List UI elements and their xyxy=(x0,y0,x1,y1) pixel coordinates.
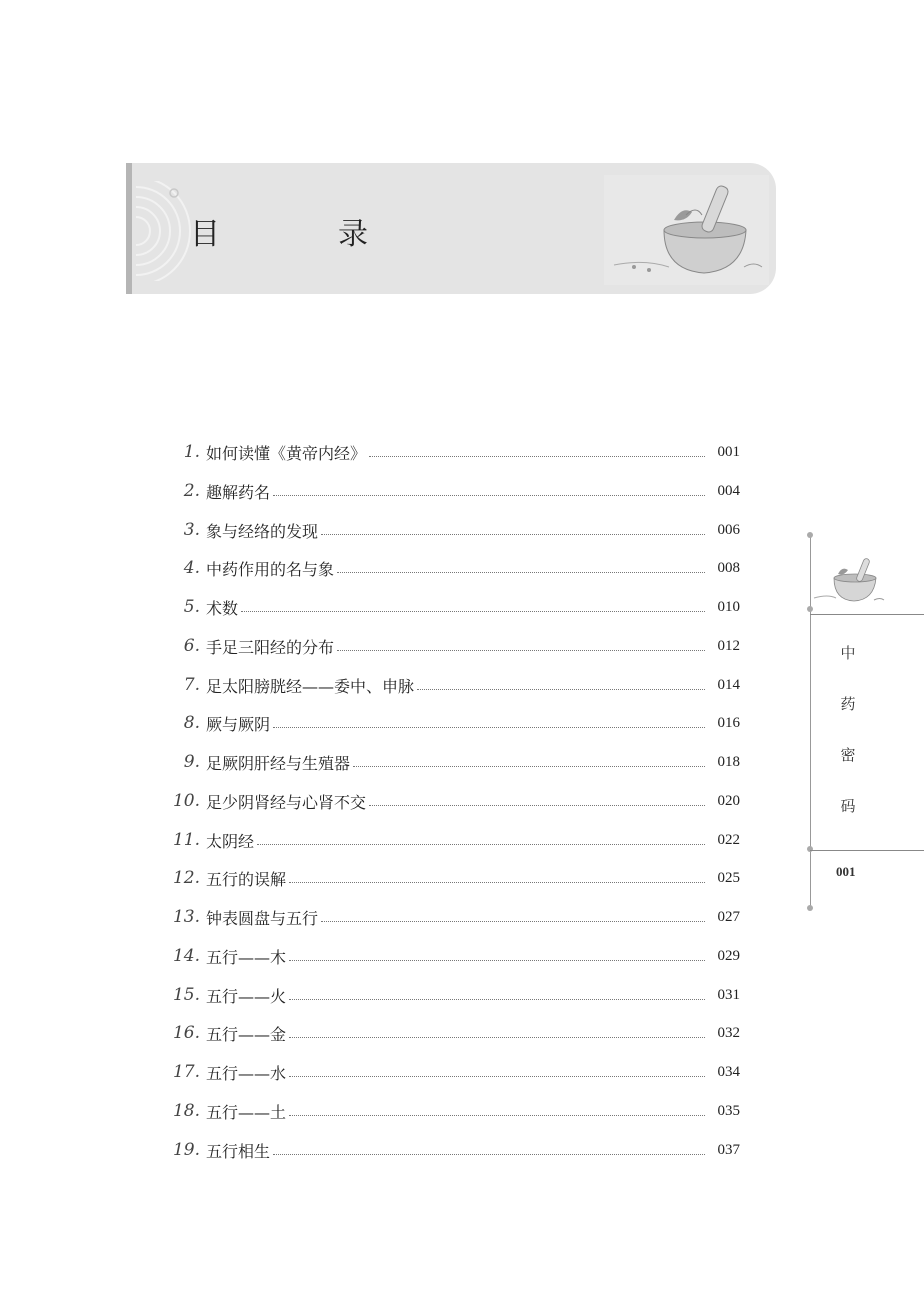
toc-title: 足少阴肾经与心肾不交 xyxy=(206,792,367,812)
toc-page: 018 xyxy=(717,753,740,770)
toc-page: 004 xyxy=(717,482,740,499)
side-dot-bottom xyxy=(807,905,813,911)
leader-dots xyxy=(273,727,705,728)
toc-row[interactable] xyxy=(160,477,740,505)
toc-page: 016 xyxy=(717,714,740,731)
toc-number: 14. xyxy=(172,946,200,966)
side-char: 中 xyxy=(840,644,856,662)
toc-page: 006 xyxy=(717,521,740,538)
toc-row[interactable] xyxy=(160,942,740,970)
toc-title: 五行——土 xyxy=(206,1102,287,1122)
side-dot-mid xyxy=(807,606,813,612)
toc-row[interactable] xyxy=(160,438,740,466)
toc-number: 3. xyxy=(183,520,200,540)
toc-title: 手足三阳经的分布 xyxy=(206,637,335,657)
toc-row[interactable] xyxy=(160,826,740,854)
toc-page: 020 xyxy=(717,792,740,809)
side-book-title xyxy=(836,642,860,846)
toc-title: 五行——火 xyxy=(206,986,287,1006)
toc-page: 037 xyxy=(717,1141,740,1158)
toc-number: 4. xyxy=(183,558,200,578)
toc-page: 029 xyxy=(717,947,740,964)
toc-title: 五行相生 xyxy=(206,1141,271,1161)
leader-dots xyxy=(289,1037,705,1038)
wave-pattern-icon xyxy=(136,181,196,281)
toc-title: 趣解药名 xyxy=(206,482,271,502)
leader-dots xyxy=(321,534,705,535)
toc-title: 五行——木 xyxy=(206,947,287,967)
toc-number: 15. xyxy=(172,985,200,1005)
toc-number: 12. xyxy=(172,868,200,888)
toc-row[interactable] xyxy=(160,864,740,892)
side-char: 药 xyxy=(840,695,856,713)
toc-number: 16. xyxy=(172,1023,200,1043)
toc-row[interactable] xyxy=(160,709,740,737)
toc-number: 11. xyxy=(172,830,200,850)
toc-title: 如何读懂《黄帝内经》 xyxy=(206,443,367,463)
toc-number: 10. xyxy=(172,791,200,811)
toc-number: 7. xyxy=(183,675,200,695)
leader-dots xyxy=(289,960,705,961)
toc-row[interactable] xyxy=(160,981,740,1009)
side-dot-lower xyxy=(807,846,813,852)
leader-dots xyxy=(369,456,705,457)
toc-page: 010 xyxy=(717,598,740,615)
leader-dots xyxy=(273,1154,705,1155)
leader-dots xyxy=(369,805,705,806)
toc-page: 031 xyxy=(717,986,740,1003)
toc-page: 025 xyxy=(717,869,740,886)
toc-page: 001 xyxy=(717,443,740,460)
toc-title: 术数 xyxy=(206,598,239,618)
toc-row[interactable] xyxy=(160,554,740,582)
toc-row[interactable] xyxy=(160,1019,740,1047)
leader-dots xyxy=(289,882,705,883)
toc-row[interactable] xyxy=(160,593,740,621)
toc-page: 012 xyxy=(717,637,740,654)
side-char: 码 xyxy=(840,797,856,815)
side-char: 密 xyxy=(840,746,856,764)
toc-title: 五行——水 xyxy=(206,1063,287,1083)
leader-dots xyxy=(289,1076,705,1077)
leader-dots xyxy=(337,650,705,651)
toc-number: 13. xyxy=(172,907,200,927)
toc-number: 19. xyxy=(172,1140,200,1160)
toc-number: 17. xyxy=(172,1062,200,1082)
toc-title: 钟表圆盘与五行 xyxy=(206,908,319,928)
toc-row[interactable] xyxy=(160,787,740,815)
toc-number: 5. xyxy=(183,597,200,617)
toc-number: 8. xyxy=(183,713,200,733)
toc-page: 014 xyxy=(717,676,740,693)
leader-dots xyxy=(273,495,705,496)
toc-page: 022 xyxy=(717,831,740,848)
toc-page: 008 xyxy=(717,559,740,576)
toc-page: 034 xyxy=(717,1063,740,1080)
toc-row[interactable] xyxy=(160,632,740,660)
leader-dots xyxy=(353,766,705,767)
toc-title: 足厥阴肝经与生殖器 xyxy=(206,753,351,773)
side-rule-bottom xyxy=(810,850,924,851)
side-dot-top xyxy=(807,532,813,538)
toc-page: 027 xyxy=(717,908,740,925)
toc-row[interactable] xyxy=(160,1136,740,1164)
leader-dots xyxy=(241,611,705,612)
toc-title: 太阴经 xyxy=(206,831,255,851)
leader-dots xyxy=(321,921,705,922)
toc-number: 2. xyxy=(183,481,200,501)
toc-number: 1. xyxy=(183,442,200,462)
toc-number: 6. xyxy=(183,636,200,656)
leader-dots xyxy=(417,689,705,690)
leader-dots xyxy=(289,1115,705,1116)
page-title: 目 录 xyxy=(190,217,412,252)
toc-title: 象与经络的发现 xyxy=(206,521,319,541)
toc-title: 足太阳膀胱经——委中、申脉 xyxy=(206,676,415,696)
toc-number: 18. xyxy=(172,1101,200,1121)
side-rule-top xyxy=(810,614,924,615)
toc-row[interactable] xyxy=(160,903,740,931)
mortar-thumbnail-icon xyxy=(812,556,888,606)
toc-title: 五行——金 xyxy=(206,1024,287,1044)
mortar-pestle-icon xyxy=(604,175,769,285)
toc-row[interactable] xyxy=(160,1058,740,1086)
toc-title: 五行的误解 xyxy=(206,869,287,889)
toc-row[interactable] xyxy=(160,671,740,699)
toc-number: 9. xyxy=(183,752,200,772)
toc-row[interactable] xyxy=(160,1097,740,1125)
side-divider-line xyxy=(810,535,811,908)
toc-page: 035 xyxy=(717,1102,740,1119)
toc-row[interactable] xyxy=(160,748,740,776)
header-banner xyxy=(126,163,776,294)
toc-row[interactable] xyxy=(160,516,740,544)
leader-dots xyxy=(289,999,705,1000)
page-number: 001 xyxy=(836,864,856,879)
leader-dots xyxy=(337,572,705,573)
toc-page: 032 xyxy=(717,1024,740,1041)
leader-dots xyxy=(257,844,705,845)
toc-title: 中药作用的名与象 xyxy=(206,559,335,579)
banner-accent-bar xyxy=(126,163,132,294)
toc-title: 厥与厥阴 xyxy=(206,714,271,734)
